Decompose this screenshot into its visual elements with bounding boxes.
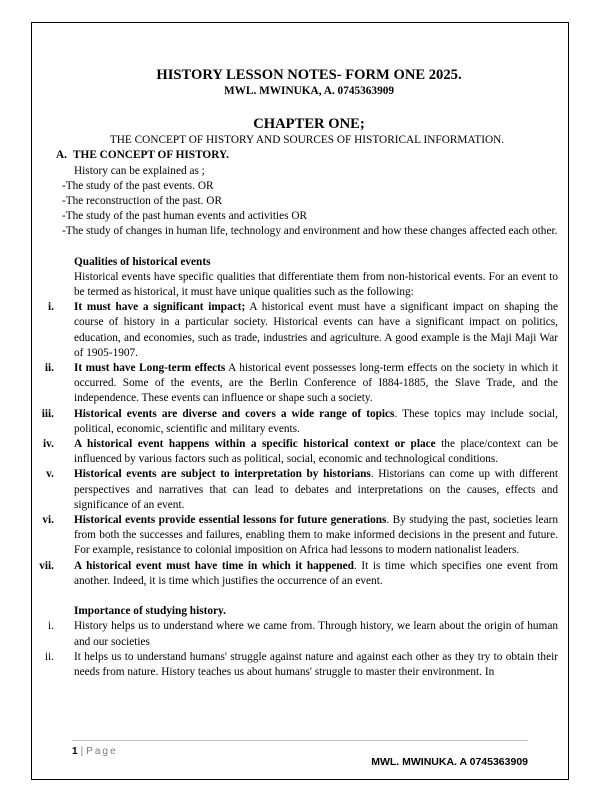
- qualities-list: [39, 300, 559, 589]
- footer-author: MWL. MWINUKA. A 0745363909: [371, 756, 528, 768]
- definition-item: -The reconstruction of the past. OR: [62, 195, 222, 208]
- definition-item: -The study of the past human events and activities OR: [62, 210, 308, 223]
- list-number: iii.: [41, 407, 54, 420]
- list-item: [44, 650, 558, 680]
- list-item: [46, 467, 558, 513]
- quality-title: It must have Long-term effects: [74, 362, 226, 375]
- list-number: vi.: [42, 514, 54, 527]
- section-a-heading: [56, 148, 558, 163]
- definition-item: -The study of changes in human life, technology and environment and how these changes affected each other.: [62, 225, 558, 238]
- list-item: [44, 361, 559, 407]
- definition-list: [60, 179, 558, 240]
- importance-text: History helps us to understand where we came from. Through history, we learn about the origin of human and our societies: [74, 620, 558, 648]
- list-item: [48, 619, 558, 649]
- footer-rule: [72, 740, 528, 741]
- page-number: 1: [72, 746, 78, 757]
- document-author: MWL. MWINUKA, A. 0745363909: [223, 85, 395, 97]
- list-number: ii.: [44, 362, 54, 375]
- section-title: THE CONCEPT OF HISTORY.: [73, 149, 229, 162]
- list-item: [48, 300, 558, 361]
- importance-text: It helps us to understand humans' struggle against nature and against each other as they try to obtain their needs from nature. History teaches us about humans' struggle to master their environment. In: [74, 650, 558, 678]
- section-letter: A.: [56, 149, 67, 162]
- list-item: [43, 437, 559, 467]
- definition-item: -The study of the past events. OR: [62, 179, 214, 192]
- list-number: i.: [48, 301, 54, 314]
- qualities-heading: Qualities of historical events: [74, 255, 211, 268]
- quality-title: A historical event happens within a specific historical context or place: [74, 438, 436, 451]
- quality-text: . It is time which specifies one event from another. Indeed, it is time which justifies the occurrence of an event.: [74, 559, 558, 587]
- quality-text: A historical event must have a significant impact on shaping the course of history in a particular society. Historical events can have a significant impact on politics, education, and economies, such as trade, industries and agriculture. A good example is the Maji Maji War of 1905-1907.: [74, 301, 558, 359]
- page-word: Page: [86, 746, 118, 757]
- quality-text: . These topics may include social, political, economic, scientific and military events.: [74, 407, 559, 435]
- qualities-intro: Historical events have specific qualities that differentiate them from non-historical events. For an event to be termed as historical, it must have unique qualities such as the following:: [74, 270, 558, 299]
- list-number: ii.: [44, 650, 54, 663]
- importance-heading: Importance of studying history.: [74, 605, 226, 618]
- quality-text: the place/context can be influenced by various factors such as political, social, economic and technological conditions.: [74, 438, 559, 466]
- list-number: iv.: [43, 438, 54, 451]
- section-intro: History can be explained as ;: [74, 164, 205, 177]
- quality-title: Historical events are subject to interpretation by historians: [74, 468, 371, 481]
- chapter-title: CHAPTER ONE;: [253, 116, 365, 133]
- quality-title: A historical event must have time in which it happened: [74, 559, 354, 572]
- list-number: i.: [48, 620, 54, 633]
- footer-page-number: [72, 746, 118, 757]
- list-number: vii.: [39, 559, 54, 572]
- quality-text: . Historians can come up with different perspectives and narratives that can lead to debates and interpretations on the causes, effects and significance of an event.: [74, 468, 558, 511]
- page-separator: |: [80, 746, 84, 757]
- list-item: [39, 559, 558, 589]
- list-item: [42, 513, 558, 559]
- quality-text: A historical event possesses long-term effects on the society in which it occurred. Some of the events, are the Berlin Conference of I884-1885, the Slave Trade, and the independence. These events can influence or shape such a society.: [74, 362, 559, 405]
- document-title: HISTORY LESSON NOTES- FORM ONE 2025.: [156, 67, 462, 83]
- quality-title: Historical events are diverse and covers a wide range of topics: [74, 407, 395, 420]
- list-item: [41, 407, 559, 437]
- list-number: v.: [46, 468, 54, 481]
- importance-list: [44, 619, 558, 680]
- document-body: [39, 66, 559, 680]
- quality-title: It must have a significant impact;: [74, 301, 246, 314]
- chapter-subtitle: THE CONCEPT OF HISTORY AND SOURCES OF HISTORICAL INFORMATION.: [109, 134, 505, 147]
- quality-title: Historical events provide essential lessons for future generations: [74, 514, 387, 527]
- quality-text: . By studying the past, societies learn from both the successes and failures, enabling them to make informed decisions in the present and future. For example, resistance to colonial imposition on Africa had lessons to modern nationalist leaders.: [74, 514, 558, 557]
